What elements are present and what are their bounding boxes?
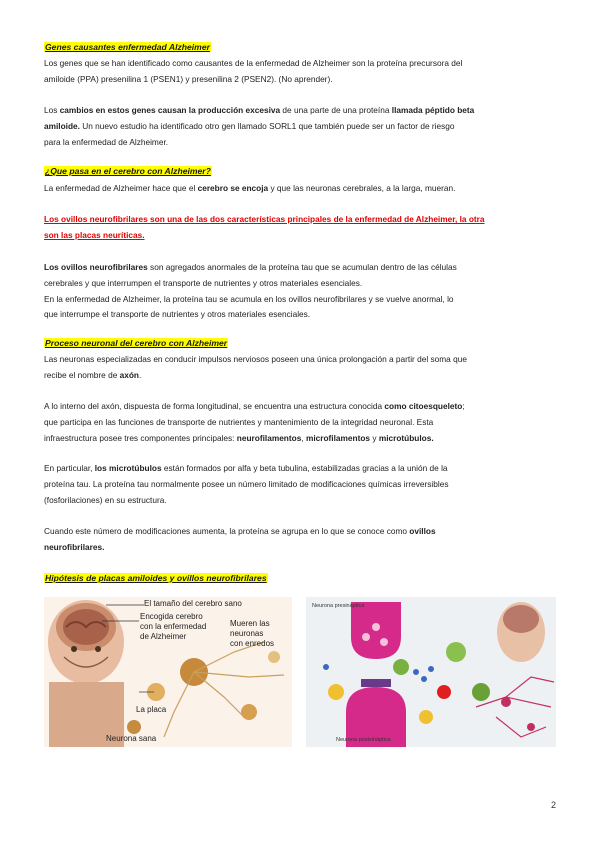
text-line: Las neuronas especializadas en conducir impulsos nerviosos poseen una única prolongación a partir del soma que <box>44 354 467 364</box>
text-line: Los ovillos neurofibrilares son una de las dos características principales de la enfermedad de Alzheimer, la otra <box>44 214 485 224</box>
text-line: neurofibrilares. <box>44 541 105 552</box>
page-number: 2 <box>550 800 556 810</box>
label-healthy-brain-size: El tamaño del cerebro sano <box>144 599 242 608</box>
paragraph-modifications <box>44 524 556 556</box>
text-line: que interrumpe el transporte de nutrientes y otros materiales esenciales. <box>44 309 311 320</box>
text-line: infraestructura posee tres componentes principales: neurofilamentos, microfilamentos y microtúbulos. <box>44 432 434 443</box>
text-line: Los ovillos neurofibrilares son agregados anormales de la proteína tau que se acumulan dentro de las células <box>44 262 457 272</box>
text-line: Los cambios en estos genes causan la producción excesiva de una parte de una proteína llamada péptido beta <box>44 105 475 115</box>
text-line: Cuando este número de modificaciones aumenta, la proteína se agrupa en lo que se conoce como ovillos <box>44 526 436 536</box>
paragraph-microtubules <box>44 461 556 508</box>
text-line: En particular, los microtúbulos están formados por alfa y beta tubulina, estabilizadas gracias a la unión de la <box>44 463 448 473</box>
text-line: recibe el nombre de axón. <box>44 369 142 380</box>
label-dying-neurons <box>230 619 274 649</box>
text-line: La enfermedad de Alzheimer hace que el cerebro se encoja y que las neuronas cerebrales, a la larga, mueran. <box>44 183 456 193</box>
label-postsynaptic-neuron: Neurona postsináptica <box>336 737 391 743</box>
text-line: Mueren las <box>230 619 270 628</box>
text-line: En la enfermedad de Alzheimer, la proteína tau se acumula en los ovillos neurofibrilares y se vuelve anormal, lo <box>44 293 454 304</box>
paragraph-cytoskeleton <box>44 399 556 446</box>
paragraph-gene-changes <box>44 103 556 150</box>
heading-hypothesis: Hipótesis de placas amiloides y ovillos neurofibrilares <box>45 573 267 583</box>
brain-comparison-illustration <box>44 597 292 747</box>
heading-genes: Genes causantes enfermedad Alzheimer <box>45 42 210 52</box>
text-line: para la enfermedad de Alzheimer. <box>44 136 169 147</box>
paragraph-genes <box>44 56 556 88</box>
label-shrunk-brain <box>140 612 206 642</box>
red-highlight-text <box>44 212 556 244</box>
synapse-diagram-graphic <box>306 597 556 747</box>
heading-brain-alzheimer: ¿Que pasa en el cerebro con Alzheimer? <box>45 166 211 176</box>
text-line: cerebrales y que interrumpen el transporte de nutrientes y otros materiales esenciales. <box>44 277 363 288</box>
paragraph-tangles <box>44 260 556 323</box>
paragraph-axon <box>44 352 556 384</box>
text-line: son las placas neuríticas. <box>44 229 145 240</box>
label-plaque: La placa <box>136 705 167 714</box>
text-line: (fosforilaciones) en su estructura. <box>44 494 167 505</box>
text-line: Los genes que se han identificado como causantes de la enfermedad de Alzheimer son la proteína precursora del <box>44 58 463 68</box>
text-line: con la enfermedad <box>140 622 207 631</box>
paragraph-brain-shrinks <box>44 181 556 197</box>
text-line: amiloide (PPA) presenilina 1 (PSEN1) y presenilina 2 (PSEN2). (No aprender). <box>44 73 333 84</box>
text-line: de Alzheimer <box>140 632 187 641</box>
label-healthy-neuron: Neurona sana <box>106 734 157 743</box>
text-line: con enredos <box>230 639 275 648</box>
text-line: neuronas <box>230 629 264 638</box>
synapse-diagram-illustration <box>306 597 556 747</box>
text-line: proteína tau. La proteína tau normalmente posee un número limitado de modificaciones químicas irreversibles <box>44 478 449 489</box>
text-line: Encogida cerebro <box>140 612 203 621</box>
text-line: amiloide. Un nuevo estudio ha identificado otro gen llamado SORL1 que también puede ser un factor de riesgo <box>44 120 455 131</box>
label-presynaptic-neuron: Neurona presináptica <box>312 603 365 609</box>
text-line: A lo interno del axón, dispuesta de forma longitudinal, se encuentra una estructura conocida como citoesqueleto; <box>44 401 465 411</box>
text-line: que participa en las funciones de transporte de nutrientes y mantenimiento de la integridad neuronal. Esta <box>44 416 434 427</box>
heading-neuronal-process: Proceso neuronal del cerebro con Alzheimer <box>45 338 228 348</box>
